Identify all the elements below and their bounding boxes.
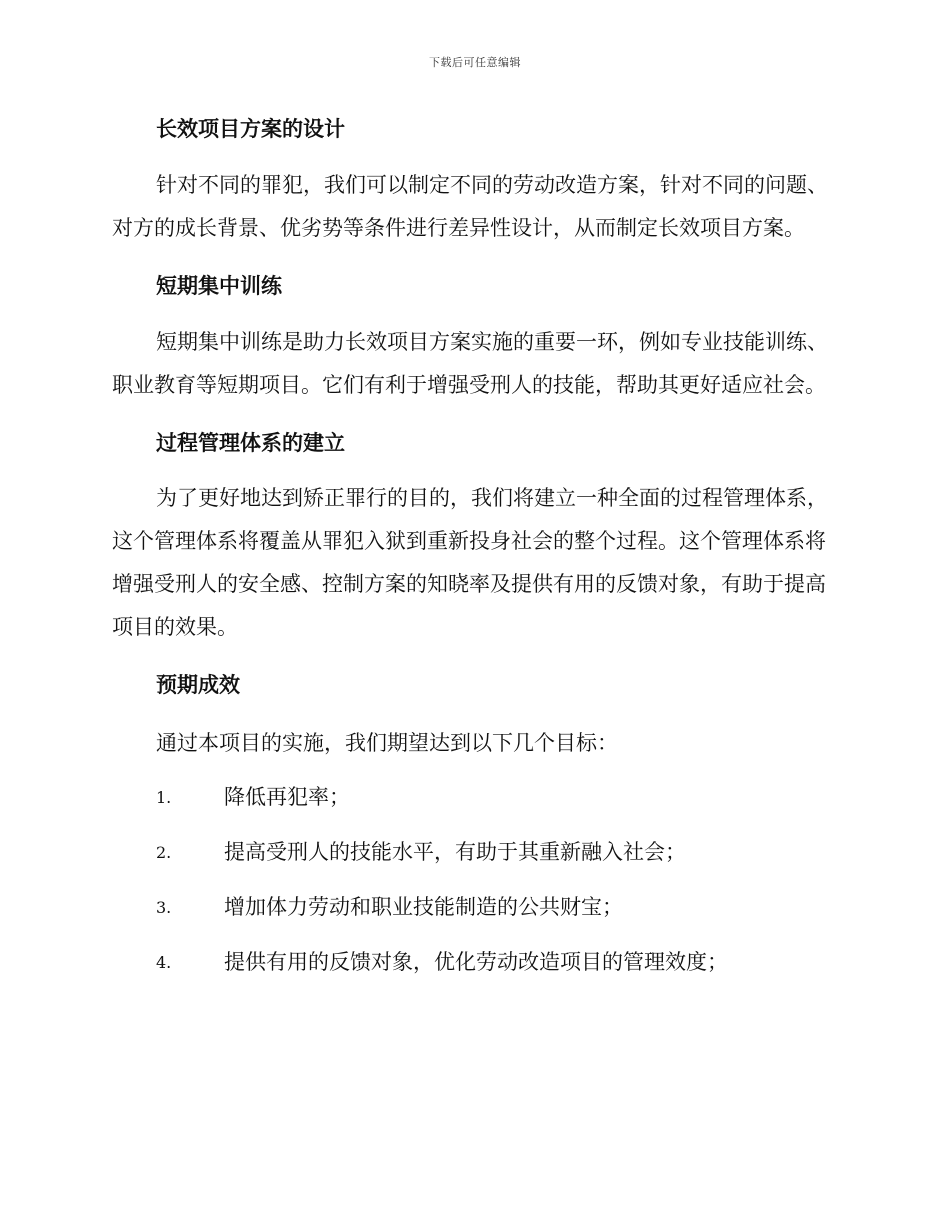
list-item	[112, 886, 832, 929]
list-item-text: 提供有用的反馈对象，优化劳动改造项目的管理效度；	[224, 950, 728, 974]
goals-list	[112, 776, 832, 984]
list-item-number: 1.	[156, 788, 172, 807]
list-item-text: 增加体力劳动和职业技能制造的公共财宝；	[224, 895, 623, 919]
section-paragraph-process-management: 为了更好地达到矫正罪行的目的，我们将建立一种全面的过程管理体系，这个管理体系将覆盖从罪犯入狱到重新投身社会的整个过程。这个管理体系将增强受刑人的安全感、控制方案的知晓率及提供有用的反馈对象，有助于提高项目的效果。	[112, 486, 828, 639]
section-paragraph-training: 短期集中训练是助力长效项目方案实施的重要一环，例如专业技能训练、职业教育等短期项目。它们有利于增强受刑人的技能，帮助其更好适应社会。	[112, 330, 828, 397]
section-heading-expected-results: 预期成效	[156, 673, 240, 697]
section-heading-process-management: 过程管理体系的建立	[156, 431, 345, 455]
document-body	[112, 112, 832, 996]
list-item-number: 3.	[156, 898, 172, 917]
list-item-number: 2.	[156, 843, 172, 862]
list-item	[112, 941, 832, 984]
page-header: 下载后可任意编辑	[429, 56, 521, 69]
list-item-text: 提高受刑人的技能水平，有助于其重新融入社会；	[224, 840, 686, 864]
list-item-number: 4.	[156, 953, 172, 972]
list-item	[112, 831, 832, 874]
section-heading-design: 长效项目方案的设计	[156, 117, 345, 141]
section-heading-training: 短期集中训练	[156, 274, 282, 298]
list-item-text: 降低再犯率；	[224, 785, 350, 809]
section-paragraph-design: 针对不同的罪犯，我们可以制定不同的劳动改造方案，针对不同的问题、对方的成长背景、优劣势等条件进行差异性设计，从而制定长效项目方案。	[112, 173, 828, 240]
section-paragraph-expected-results: 通过本项目的实施，我们期望达到以下几个目标：	[156, 731, 618, 755]
list-item	[112, 776, 832, 819]
